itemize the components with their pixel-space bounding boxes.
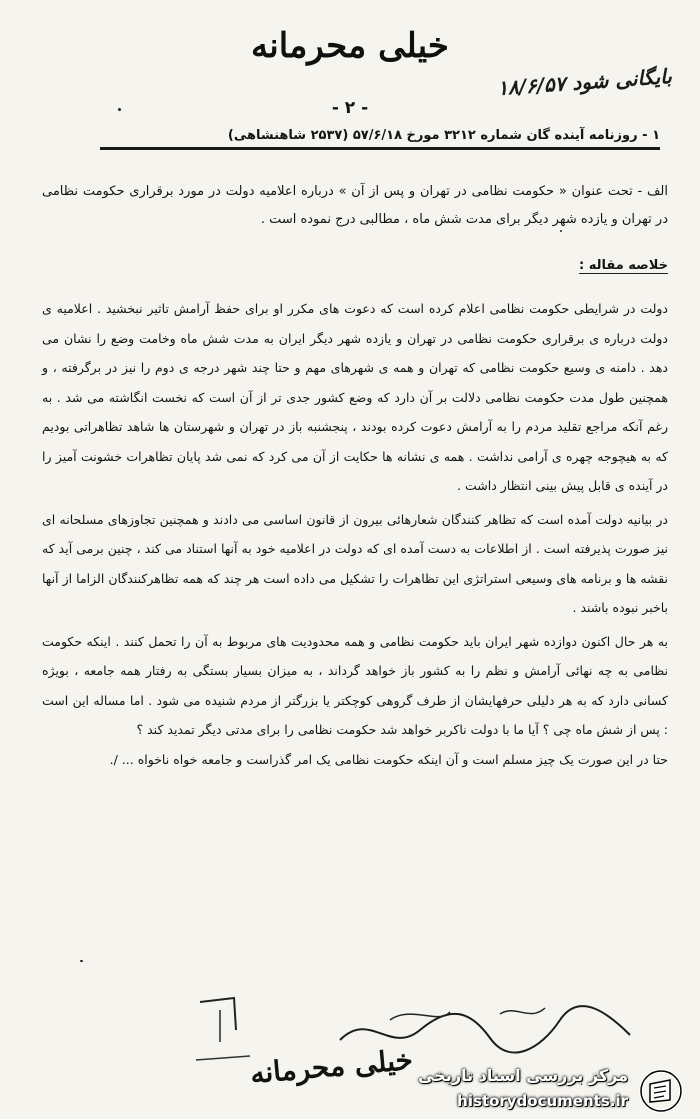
summary-heading <box>42 258 668 273</box>
page-number: - ۲ - <box>331 98 369 118</box>
paragraph: حتا در این صورت یک چیز مسلم است و آن اینکه حکومت نظامی یک امر گذراست و جامعه خواه ناخواه ... /. <box>109 751 668 767</box>
paragraph: در بیانیه دولت آمده است که تظاهر کنندگان شعارهائی بیرون از قانون اساسی می دادند و همچنین تجاوزهای مسلحانه ای نیز صورت پذیرفته است . از اطلاعات به دست آمده ای که دولت در اعلامیه خود به آنها استناد می کند ، چنین برمی آید که نقشه ها و برنامه های وسیعی استراتژی این تظاهرات را تشکیل می داده است هر چند که همه تظاهرکنندگان الزاما از آنها باخبر نبوده باشند . <box>42 511 668 615</box>
source-line: ۱ - روزنامه آینده گان شماره ۳۲۱۲ مورخ ۵۷/۶/۱۸ (۲۵۳۷ شاهنشاهی) <box>100 128 660 150</box>
watermark-title: مرکز بررسی اسناد تاریخی <box>418 1066 628 1085</box>
bottom-secret-stamp: خیلی محرمانه <box>248 1042 415 1091</box>
article-summary-body <box>42 294 668 774</box>
watermark-url: historydocuments.ir <box>457 1092 628 1110</box>
scan-speck <box>80 960 83 962</box>
top-secret-stamp: خیلی محرمانه <box>251 26 449 66</box>
paragraph: به هر حال اکنون دوازده شهر ایران باید حکومت نظامی و همه محدودیت های مربوط به آن را تحمل کنند . اینکه حکومت نظامی به چه نهائی آرامش و نظم را به کشور باز خواهد گرداند ، به میزان بسیار بستگی به رفتار همه جامعه ، بویژه کسانی دارد که به هر دلیلی حرفهایشان از طرف گروهی کوچکتر یا بزرگتر از مردم شنیده می شود . اما مساله این است : پس از شش ماه چی ؟ آیا ما با دولت ناکربر خواهد شد حکومت نظامی را برای مدتی دیگر تمدید کند ؟ <box>42 633 668 737</box>
archive-logo-icon <box>636 1068 686 1114</box>
summary-heading-label: خلاصه مقاله : <box>579 258 668 273</box>
section-a-text: الف - تحت عنوان « حکومت نظامی در تهران و پس از آن » درباره اعلامیه دولت در مورد برقراری حکومت نظامی در تهران و یازده شهر دیگر برای مدت شش ماه ، مطالبی درج نموده است . <box>42 184 668 227</box>
scan-speck <box>560 230 562 232</box>
handwritten-note: بایگانی شود ۱۸/۶/۵۷ <box>496 63 673 101</box>
scan-speck <box>118 108 121 111</box>
paragraph: دولت در شرایطی حکومت نظامی اعلام کرده است که دعوت های مکرر او برای حفظ آرامش تاثیر نبخشید . اعلامیه ی دولت درباره ی برقراری حکومت نظامی در تهران و یازده شهر دیگر ایران به مدت شش ماه وخامت وضع را نشان می دهد . دامنه ی وسیع حکومت نظامی که تهران و همه ی شهرهای مهم و حتا چند شهر درجه ی دوم را نیز در برگرفته ، و همچنین طول مدت حکومت نظامی دلالت بر آن دارد که وضع کشور جدی تر از آن است که نخست انگاشته می شد . به رغم آنکه مراجع تقلید مردم را به آرامش دعوت کرده بودند ، پنجشنبه باز در تهران و شهرستان ها شاهد تظاهراتی بودیم که به هیچوجه چهره ی آرامی نداشت . همه ی نشانه ها حکایت از آن می کرد که نمی شد پایان تظاهرات خشونت آمیز را در آینده ی قابل پیش بینی انتظار داشت . <box>42 301 668 493</box>
